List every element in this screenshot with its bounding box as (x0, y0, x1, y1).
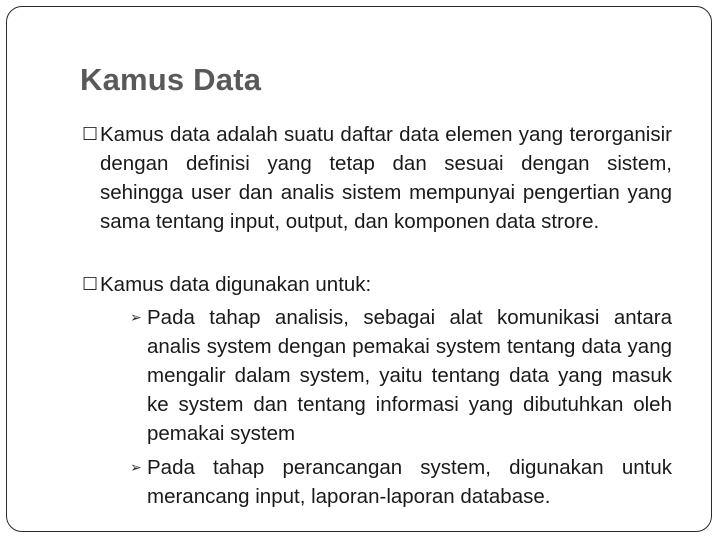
bullet-usage: Kamus data digunakan untuk: (100, 273, 372, 296)
bullet-definition: Kamus data adalah suatu daftar data elemen yang terorganisir dengan definisi yang tetap dan sesuai dengan sistem, sehingga user dan analis sistem mempunyai pengertian yang sama tentang input, output, dan komponen data strore. (100, 123, 672, 233)
subbullet-analysis-stage: Pada tahap analisis, sebagai alat komunikasi antara analis system dengan pemakai system tentang data yang mengalir dalam system, yaitu tentang data yang masuk ke system dan tentang informasi yang dibutuhkan oleh pemakai system (147, 306, 672, 445)
arrow-bullet-icon: ➢ (130, 460, 142, 476)
subbullet-design-stage: Pada tahap perancangan system, digunakan untuk merancang input, laporan-laporan database. (147, 456, 672, 508)
checkbox-bullet-icon: ☐ (82, 274, 99, 295)
arrow-bullet-icon: ➢ (130, 310, 142, 326)
checkbox-bullet-icon: ☐ (82, 124, 99, 145)
slide-title: Kamus Data (80, 62, 262, 97)
